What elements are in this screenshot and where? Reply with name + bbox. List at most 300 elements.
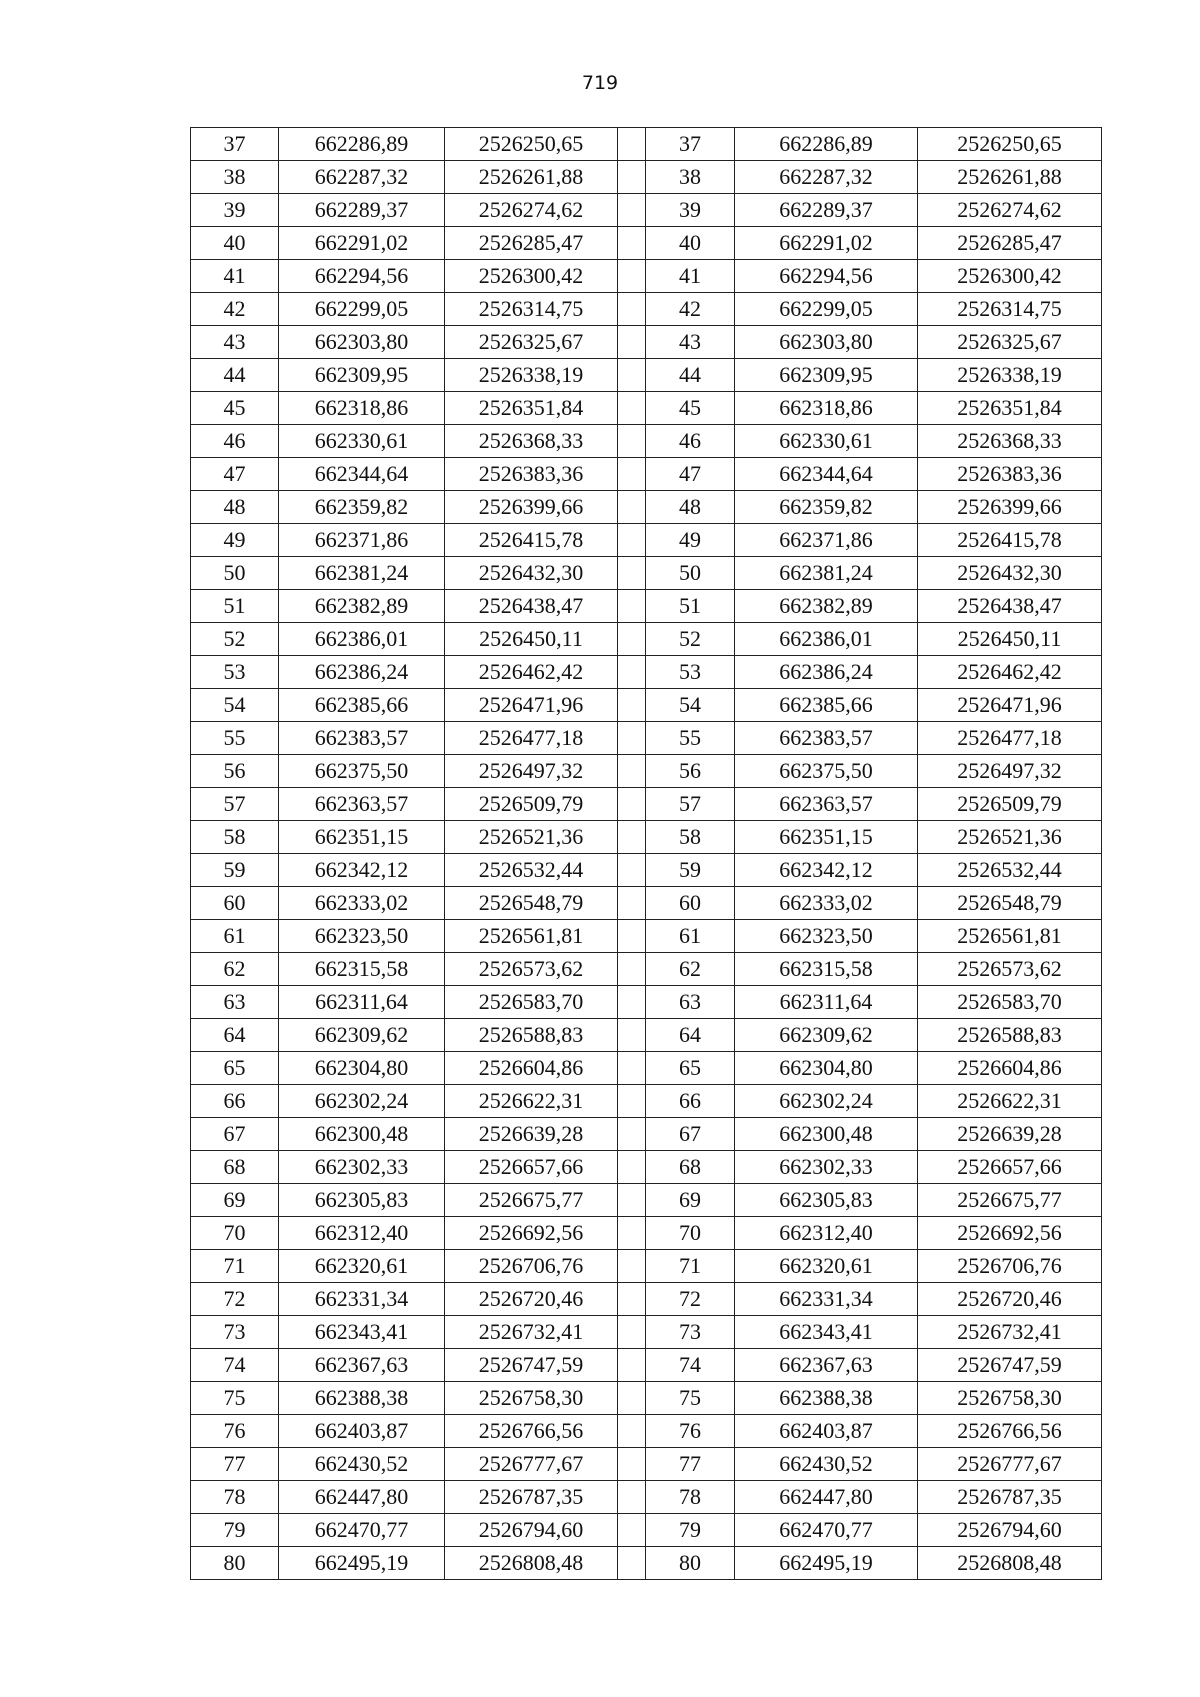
empty-separator-cell	[618, 392, 646, 425]
point-number-cell: 38	[191, 161, 279, 194]
y-coordinate-cell: 2526285,47	[918, 227, 1102, 260]
y-coordinate-cell: 2526777,67	[445, 1448, 618, 1481]
x-coordinate-cell: 662367,63	[279, 1349, 445, 1382]
coordinates-table-body	[191, 128, 1102, 1580]
y-coordinate-cell: 2526432,30	[445, 557, 618, 590]
x-coordinate-cell: 662289,37	[279, 194, 445, 227]
y-coordinate-cell: 2526758,30	[918, 1382, 1102, 1415]
x-coordinate-cell: 662495,19	[735, 1547, 918, 1580]
empty-separator-cell	[618, 128, 646, 161]
x-coordinate-cell: 662309,95	[279, 359, 445, 392]
point-number-cell: 51	[191, 590, 279, 623]
table-row	[191, 920, 1102, 953]
x-coordinate-cell: 662302,24	[735, 1085, 918, 1118]
x-coordinate-cell: 662286,89	[279, 128, 445, 161]
x-coordinate-cell: 662363,57	[735, 788, 918, 821]
point-number-cell: 72	[191, 1283, 279, 1316]
table-row	[191, 1481, 1102, 1514]
table-row	[191, 1349, 1102, 1382]
point-number-cell: 43	[646, 326, 735, 359]
y-coordinate-cell: 2526383,36	[445, 458, 618, 491]
x-coordinate-cell: 662344,64	[735, 458, 918, 491]
table-row	[191, 491, 1102, 524]
y-coordinate-cell: 2526383,36	[918, 458, 1102, 491]
table-row	[191, 425, 1102, 458]
point-number-cell: 68	[646, 1151, 735, 1184]
x-coordinate-cell: 662311,64	[735, 986, 918, 1019]
x-coordinate-cell: 662343,41	[279, 1316, 445, 1349]
point-number-cell: 49	[646, 524, 735, 557]
y-coordinate-cell: 2526250,65	[445, 128, 618, 161]
x-coordinate-cell: 662375,50	[279, 755, 445, 788]
x-coordinate-cell: 662383,57	[735, 722, 918, 755]
empty-separator-cell	[618, 359, 646, 392]
empty-separator-cell	[618, 887, 646, 920]
y-coordinate-cell: 2526573,62	[918, 953, 1102, 986]
y-coordinate-cell: 2526314,75	[445, 293, 618, 326]
y-coordinate-cell: 2526561,81	[918, 920, 1102, 953]
empty-separator-cell	[618, 1448, 646, 1481]
table-row	[191, 1382, 1102, 1415]
point-number-cell: 63	[191, 986, 279, 1019]
y-coordinate-cell: 2526548,79	[445, 887, 618, 920]
point-number-cell: 50	[191, 557, 279, 590]
empty-separator-cell	[618, 1151, 646, 1184]
point-number-cell: 42	[191, 293, 279, 326]
point-number-cell: 77	[646, 1448, 735, 1481]
y-coordinate-cell: 2526274,62	[918, 194, 1102, 227]
x-coordinate-cell: 662315,58	[279, 953, 445, 986]
y-coordinate-cell: 2526561,81	[445, 920, 618, 953]
x-coordinate-cell: 662312,40	[279, 1217, 445, 1250]
y-coordinate-cell: 2526462,42	[445, 656, 618, 689]
y-coordinate-cell: 2526285,47	[445, 227, 618, 260]
x-coordinate-cell: 662363,57	[279, 788, 445, 821]
x-coordinate-cell: 662470,77	[735, 1514, 918, 1547]
empty-separator-cell	[618, 1415, 646, 1448]
table-row	[191, 1118, 1102, 1151]
x-coordinate-cell: 662287,32	[735, 161, 918, 194]
y-coordinate-cell: 2526497,32	[918, 755, 1102, 788]
empty-separator-cell	[618, 1349, 646, 1382]
empty-separator-cell	[618, 227, 646, 260]
x-coordinate-cell: 662371,86	[735, 524, 918, 557]
table-row	[191, 359, 1102, 392]
x-coordinate-cell: 662495,19	[279, 1547, 445, 1580]
y-coordinate-cell: 2526747,59	[445, 1349, 618, 1382]
point-number-cell: 47	[191, 458, 279, 491]
x-coordinate-cell: 662386,01	[279, 623, 445, 656]
x-coordinate-cell: 662388,38	[735, 1382, 918, 1415]
table-row	[191, 590, 1102, 623]
y-coordinate-cell: 2526314,75	[918, 293, 1102, 326]
x-coordinate-cell: 662403,87	[279, 1415, 445, 1448]
x-coordinate-cell: 662320,61	[735, 1250, 918, 1283]
x-coordinate-cell: 662309,62	[279, 1019, 445, 1052]
x-coordinate-cell: 662383,57	[279, 722, 445, 755]
empty-separator-cell	[618, 1316, 646, 1349]
empty-separator-cell	[618, 1514, 646, 1547]
x-coordinate-cell: 662304,80	[279, 1052, 445, 1085]
point-number-cell: 47	[646, 458, 735, 491]
y-coordinate-cell: 2526657,66	[445, 1151, 618, 1184]
table-row	[191, 326, 1102, 359]
point-number-cell: 42	[646, 293, 735, 326]
point-number-cell: 78	[646, 1481, 735, 1514]
empty-separator-cell	[618, 293, 646, 326]
point-number-cell: 60	[191, 887, 279, 920]
table-row	[191, 1415, 1102, 1448]
empty-separator-cell	[618, 722, 646, 755]
y-coordinate-cell: 2526471,96	[918, 689, 1102, 722]
point-number-cell: 76	[191, 1415, 279, 1448]
point-number-cell: 66	[646, 1085, 735, 1118]
y-coordinate-cell: 2526758,30	[445, 1382, 618, 1415]
point-number-cell: 74	[646, 1349, 735, 1382]
empty-separator-cell	[618, 1118, 646, 1151]
empty-separator-cell	[618, 524, 646, 557]
point-number-cell: 80	[191, 1547, 279, 1580]
point-number-cell: 48	[646, 491, 735, 524]
point-number-cell: 53	[191, 656, 279, 689]
x-coordinate-cell: 662447,80	[279, 1481, 445, 1514]
empty-separator-cell	[618, 623, 646, 656]
y-coordinate-cell: 2526675,77	[918, 1184, 1102, 1217]
x-coordinate-cell: 662287,32	[279, 161, 445, 194]
x-coordinate-cell: 662320,61	[279, 1250, 445, 1283]
point-number-cell: 41	[646, 260, 735, 293]
point-number-cell: 61	[646, 920, 735, 953]
y-coordinate-cell: 2526706,76	[445, 1250, 618, 1283]
table-row	[191, 953, 1102, 986]
y-coordinate-cell: 2526766,56	[918, 1415, 1102, 1448]
table-row	[191, 227, 1102, 260]
x-coordinate-cell: 662294,56	[735, 260, 918, 293]
x-coordinate-cell: 662343,41	[735, 1316, 918, 1349]
x-coordinate-cell: 662447,80	[735, 1481, 918, 1514]
point-number-cell: 43	[191, 326, 279, 359]
point-number-cell: 45	[646, 392, 735, 425]
x-coordinate-cell: 662318,86	[735, 392, 918, 425]
x-coordinate-cell: 662302,24	[279, 1085, 445, 1118]
y-coordinate-cell: 2526509,79	[445, 788, 618, 821]
table-row	[191, 260, 1102, 293]
x-coordinate-cell: 662300,48	[279, 1118, 445, 1151]
empty-separator-cell	[618, 161, 646, 194]
x-coordinate-cell: 662371,86	[279, 524, 445, 557]
point-number-cell: 58	[191, 821, 279, 854]
point-number-cell: 56	[191, 755, 279, 788]
page-number: 719	[581, 72, 619, 94]
x-coordinate-cell: 662291,02	[279, 227, 445, 260]
point-number-cell: 75	[191, 1382, 279, 1415]
x-coordinate-cell: 662382,89	[735, 590, 918, 623]
empty-separator-cell	[618, 656, 646, 689]
y-coordinate-cell: 2526399,66	[445, 491, 618, 524]
x-coordinate-cell: 662303,80	[735, 326, 918, 359]
table-row	[191, 1316, 1102, 1349]
point-number-cell: 40	[646, 227, 735, 260]
point-number-cell: 71	[191, 1250, 279, 1283]
point-number-cell: 58	[646, 821, 735, 854]
empty-separator-cell	[618, 590, 646, 623]
point-number-cell: 44	[646, 359, 735, 392]
empty-separator-cell	[618, 821, 646, 854]
y-coordinate-cell: 2526521,36	[445, 821, 618, 854]
y-coordinate-cell: 2526573,62	[445, 953, 618, 986]
y-coordinate-cell: 2526497,32	[445, 755, 618, 788]
point-number-cell: 73	[646, 1316, 735, 1349]
empty-separator-cell	[618, 557, 646, 590]
x-coordinate-cell: 662305,83	[279, 1184, 445, 1217]
table-row	[191, 524, 1102, 557]
x-coordinate-cell: 662286,89	[735, 128, 918, 161]
point-number-cell: 67	[646, 1118, 735, 1151]
x-coordinate-cell: 662385,66	[735, 689, 918, 722]
point-number-cell: 69	[646, 1184, 735, 1217]
point-number-cell: 37	[646, 128, 735, 161]
table-row	[191, 1283, 1102, 1316]
y-coordinate-cell: 2526477,18	[445, 722, 618, 755]
table-row	[191, 689, 1102, 722]
x-coordinate-cell: 662309,62	[735, 1019, 918, 1052]
y-coordinate-cell: 2526692,56	[918, 1217, 1102, 1250]
y-coordinate-cell: 2526450,11	[445, 623, 618, 656]
table-row	[191, 1250, 1102, 1283]
point-number-cell: 59	[191, 854, 279, 887]
empty-separator-cell	[618, 1283, 646, 1316]
table-row	[191, 821, 1102, 854]
x-coordinate-cell: 662289,37	[735, 194, 918, 227]
empty-separator-cell	[618, 1184, 646, 1217]
point-number-cell: 70	[191, 1217, 279, 1250]
x-coordinate-cell: 662367,63	[735, 1349, 918, 1382]
table-row	[191, 986, 1102, 1019]
x-coordinate-cell: 662318,86	[279, 392, 445, 425]
x-coordinate-cell: 662386,24	[735, 656, 918, 689]
x-coordinate-cell: 662375,50	[735, 755, 918, 788]
y-coordinate-cell: 2526368,33	[445, 425, 618, 458]
x-coordinate-cell: 662351,15	[279, 821, 445, 854]
point-number-cell: 73	[191, 1316, 279, 1349]
y-coordinate-cell: 2526300,42	[445, 260, 618, 293]
x-coordinate-cell: 662311,64	[279, 986, 445, 1019]
y-coordinate-cell: 2526604,86	[445, 1052, 618, 1085]
table-row	[191, 458, 1102, 491]
empty-separator-cell	[618, 755, 646, 788]
x-coordinate-cell: 662331,34	[735, 1283, 918, 1316]
empty-separator-cell	[618, 458, 646, 491]
point-number-cell: 63	[646, 986, 735, 1019]
x-coordinate-cell: 662381,24	[735, 557, 918, 590]
y-coordinate-cell: 2526583,70	[918, 986, 1102, 1019]
y-coordinate-cell: 2526657,66	[918, 1151, 1102, 1184]
x-coordinate-cell: 662312,40	[735, 1217, 918, 1250]
y-coordinate-cell: 2526794,60	[918, 1514, 1102, 1547]
x-coordinate-cell: 662386,01	[735, 623, 918, 656]
point-number-cell: 53	[646, 656, 735, 689]
y-coordinate-cell: 2526338,19	[918, 359, 1102, 392]
point-number-cell: 54	[646, 689, 735, 722]
empty-separator-cell	[618, 1085, 646, 1118]
table-row	[191, 194, 1102, 227]
table-row	[191, 788, 1102, 821]
x-coordinate-cell: 662299,05	[279, 293, 445, 326]
y-coordinate-cell: 2526477,18	[918, 722, 1102, 755]
empty-separator-cell	[618, 1019, 646, 1052]
point-number-cell: 64	[191, 1019, 279, 1052]
y-coordinate-cell: 2526808,48	[918, 1547, 1102, 1580]
point-number-cell: 76	[646, 1415, 735, 1448]
y-coordinate-cell: 2526675,77	[445, 1184, 618, 1217]
table-row	[191, 755, 1102, 788]
point-number-cell: 52	[191, 623, 279, 656]
point-number-cell: 70	[646, 1217, 735, 1250]
empty-separator-cell	[618, 1547, 646, 1580]
empty-separator-cell	[618, 920, 646, 953]
empty-separator-cell	[618, 1052, 646, 1085]
x-coordinate-cell: 662302,33	[279, 1151, 445, 1184]
point-number-cell: 55	[646, 722, 735, 755]
y-coordinate-cell: 2526261,88	[918, 161, 1102, 194]
point-number-cell: 68	[191, 1151, 279, 1184]
x-coordinate-cell: 662470,77	[279, 1514, 445, 1547]
y-coordinate-cell: 2526415,78	[445, 524, 618, 557]
empty-separator-cell	[618, 1250, 646, 1283]
point-number-cell: 66	[191, 1085, 279, 1118]
y-coordinate-cell: 2526462,42	[918, 656, 1102, 689]
y-coordinate-cell: 2526368,33	[918, 425, 1102, 458]
table-row	[191, 392, 1102, 425]
y-coordinate-cell: 2526351,84	[918, 392, 1102, 425]
x-coordinate-cell: 662330,61	[735, 425, 918, 458]
y-coordinate-cell: 2526548,79	[918, 887, 1102, 920]
x-coordinate-cell: 662304,80	[735, 1052, 918, 1085]
y-coordinate-cell: 2526338,19	[445, 359, 618, 392]
x-coordinate-cell: 662309,95	[735, 359, 918, 392]
x-coordinate-cell: 662430,52	[279, 1448, 445, 1481]
y-coordinate-cell: 2526351,84	[445, 392, 618, 425]
y-coordinate-cell: 2526532,44	[445, 854, 618, 887]
point-number-cell: 72	[646, 1283, 735, 1316]
x-coordinate-cell: 662323,50	[735, 920, 918, 953]
point-number-cell: 55	[191, 722, 279, 755]
y-coordinate-cell: 2526747,59	[918, 1349, 1102, 1382]
x-coordinate-cell: 662388,38	[279, 1382, 445, 1415]
x-coordinate-cell: 662303,80	[279, 326, 445, 359]
y-coordinate-cell: 2526692,56	[445, 1217, 618, 1250]
x-coordinate-cell: 662344,64	[279, 458, 445, 491]
x-coordinate-cell: 662430,52	[735, 1448, 918, 1481]
x-coordinate-cell: 662291,02	[735, 227, 918, 260]
y-coordinate-cell: 2526300,42	[918, 260, 1102, 293]
y-coordinate-cell: 2526471,96	[445, 689, 618, 722]
point-number-cell: 64	[646, 1019, 735, 1052]
y-coordinate-cell: 2526639,28	[918, 1118, 1102, 1151]
x-coordinate-cell: 662386,24	[279, 656, 445, 689]
y-coordinate-cell: 2526450,11	[918, 623, 1102, 656]
empty-separator-cell	[618, 986, 646, 1019]
point-number-cell: 79	[191, 1514, 279, 1547]
y-coordinate-cell: 2526325,67	[445, 326, 618, 359]
x-coordinate-cell: 662403,87	[735, 1415, 918, 1448]
y-coordinate-cell: 2526787,35	[445, 1481, 618, 1514]
point-number-cell: 62	[191, 953, 279, 986]
point-number-cell: 65	[191, 1052, 279, 1085]
y-coordinate-cell: 2526588,83	[445, 1019, 618, 1052]
point-number-cell: 57	[191, 788, 279, 821]
y-coordinate-cell: 2526432,30	[918, 557, 1102, 590]
y-coordinate-cell: 2526521,36	[918, 821, 1102, 854]
point-number-cell: 77	[191, 1448, 279, 1481]
empty-separator-cell	[618, 260, 646, 293]
point-number-cell: 39	[646, 194, 735, 227]
x-coordinate-cell: 662381,24	[279, 557, 445, 590]
table-row	[191, 1184, 1102, 1217]
y-coordinate-cell: 2526438,47	[918, 590, 1102, 623]
table-row	[191, 128, 1102, 161]
table-row	[191, 1052, 1102, 1085]
x-coordinate-cell: 662305,83	[735, 1184, 918, 1217]
point-number-cell: 38	[646, 161, 735, 194]
point-number-cell: 51	[646, 590, 735, 623]
y-coordinate-cell: 2526622,31	[445, 1085, 618, 1118]
x-coordinate-cell: 662331,34	[279, 1283, 445, 1316]
coordinates-table	[190, 127, 1102, 1580]
y-coordinate-cell: 2526532,44	[918, 854, 1102, 887]
table-row	[191, 854, 1102, 887]
point-number-cell: 71	[646, 1250, 735, 1283]
point-number-cell: 74	[191, 1349, 279, 1382]
x-coordinate-cell: 662300,48	[735, 1118, 918, 1151]
x-coordinate-cell: 662359,82	[279, 491, 445, 524]
table-row	[191, 722, 1102, 755]
point-number-cell: 65	[646, 1052, 735, 1085]
point-number-cell: 78	[191, 1481, 279, 1514]
table-row	[191, 1217, 1102, 1250]
y-coordinate-cell: 2526732,41	[918, 1316, 1102, 1349]
point-number-cell: 37	[191, 128, 279, 161]
point-number-cell: 46	[191, 425, 279, 458]
y-coordinate-cell: 2526794,60	[445, 1514, 618, 1547]
table-row	[191, 293, 1102, 326]
y-coordinate-cell: 2526777,67	[918, 1448, 1102, 1481]
point-number-cell: 54	[191, 689, 279, 722]
empty-separator-cell	[618, 953, 646, 986]
table-row	[191, 1448, 1102, 1481]
x-coordinate-cell: 662315,58	[735, 953, 918, 986]
y-coordinate-cell: 2526732,41	[445, 1316, 618, 1349]
x-coordinate-cell: 662302,33	[735, 1151, 918, 1184]
point-number-cell: 52	[646, 623, 735, 656]
x-coordinate-cell: 662333,02	[279, 887, 445, 920]
y-coordinate-cell: 2526438,47	[445, 590, 618, 623]
table-row	[191, 623, 1102, 656]
x-coordinate-cell: 662330,61	[279, 425, 445, 458]
point-number-cell: 49	[191, 524, 279, 557]
y-coordinate-cell: 2526720,46	[445, 1283, 618, 1316]
point-number-cell: 41	[191, 260, 279, 293]
empty-separator-cell	[618, 1217, 646, 1250]
point-number-cell: 62	[646, 953, 735, 986]
point-number-cell: 61	[191, 920, 279, 953]
point-number-cell: 57	[646, 788, 735, 821]
y-coordinate-cell: 2526808,48	[445, 1547, 618, 1580]
x-coordinate-cell: 662299,05	[735, 293, 918, 326]
y-coordinate-cell: 2526415,78	[918, 524, 1102, 557]
y-coordinate-cell: 2526509,79	[918, 788, 1102, 821]
x-coordinate-cell: 662359,82	[735, 491, 918, 524]
